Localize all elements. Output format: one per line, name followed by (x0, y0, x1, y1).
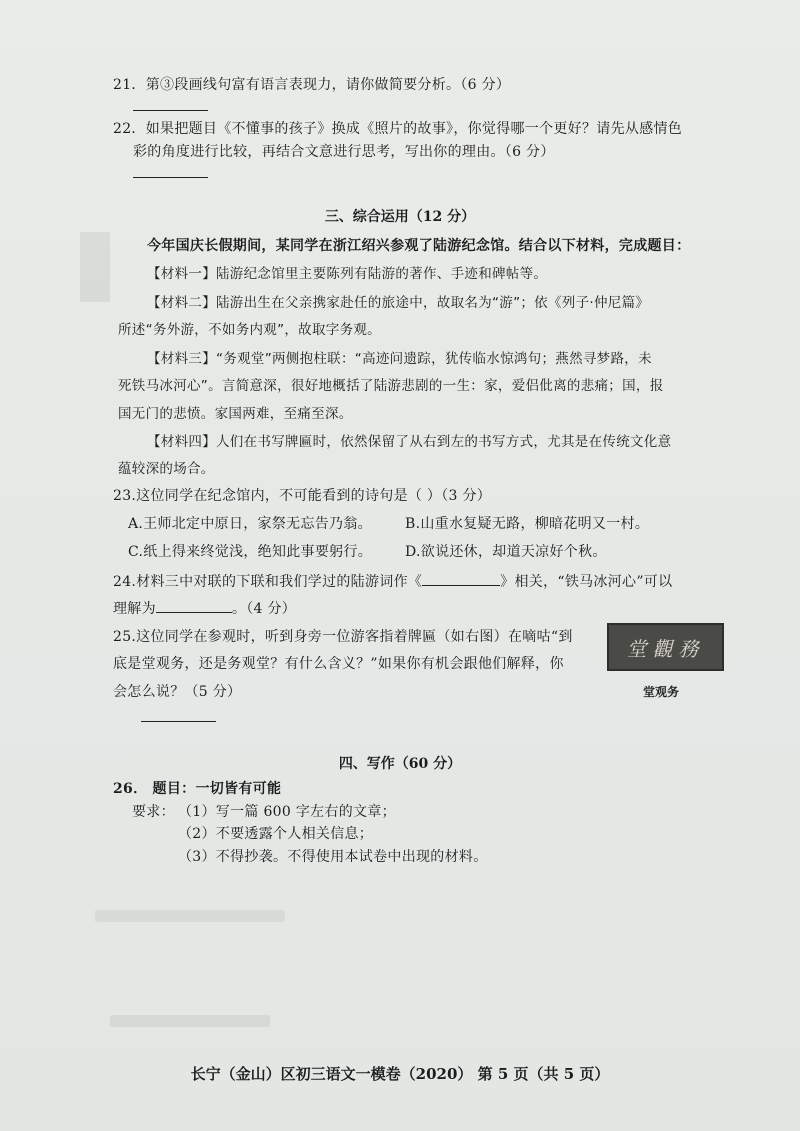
answer-blank-22[interactable] (133, 177, 208, 178)
material-3-line1: 【材料三】“务观堂”两侧抱柱联：“高迹问遗踪，犹传临水惊鸿句；燕然寻梦路，未 (147, 351, 652, 367)
material-3-line3: 国无门的悲愤。家国两难，至痛至深。 (118, 406, 353, 422)
question-22-line2: 彩的角度进行比较，再结合文意进行思考，写出你的理由。（6 分） (133, 144, 555, 160)
question-24-text-c: 理解为 (113, 601, 156, 617)
show-through-mark (80, 232, 110, 302)
requirement-2: （2）不要透露个人相关信息； (178, 826, 374, 842)
question-21: 21．第③段画线句富有语言表现力，请你做简要分析。（6 分） (113, 77, 511, 93)
plaque-inscription: 堂觀務 (626, 636, 705, 661)
question-22-line1: 22．如果把题目《不懂事的孩子》换成《照片的故事》，你觉得哪一个更好？请先从感情色 (113, 121, 683, 137)
page-footer: 长宁（金山）区初三语文一模卷（2020） 第 5 页（共 5 页） (190, 1065, 610, 1083)
question-23-option-a[interactable]: A.王师北定中原日，家祭无忘告乃翁。 (128, 516, 372, 532)
question-23-option-b[interactable]: B.山重水复疑无路，柳暗花明又一村。 (405, 516, 650, 532)
question-24-text-d: 。（4 分） (231, 601, 297, 617)
answer-blank-24b[interactable] (156, 598, 232, 613)
question-23-option-c[interactable]: C.纸上得来终觉浅，绝知此事要躬行。 (128, 544, 373, 560)
requirements-label: 要求： (132, 804, 175, 820)
answer-blank-21[interactable] (133, 110, 208, 111)
section-4-heading: 四、写作（60 分） (338, 756, 462, 772)
question-23-stem: 23.这位同学在纪念馆内，不可能看到的诗句是（ ）（3 分） (113, 488, 492, 504)
material-2-line1: 【材料二】陆游出生在父亲携家赴任的旅途中，故取名为“游”；依《列子·仲尼篇》 (147, 295, 650, 311)
answer-blank-25[interactable] (141, 721, 216, 722)
material-1: 【材料一】陆游纪念馆里主要陈列有陆游的著作、手迹和碑帖等。 (147, 266, 548, 282)
question-25-line2: 底是堂观务，还是务观堂？有什么含义？”如果你有机会跟他们解释，你 (113, 656, 564, 672)
question-26-title: 26． 题目：一切皆有可能 (113, 781, 282, 797)
question-25-line3: 会怎么说？（5 分） (113, 684, 242, 700)
answer-blank-24a[interactable] (422, 571, 500, 586)
section-3-intro: 今年国庆长假期间，某同学在浙江绍兴参观了陆游纪念馆。结合以下材料，完成题目： (147, 238, 691, 254)
question-24-line2 (113, 598, 296, 618)
question-25-line1: 25.这位同学在参观时，听到身旁一位游客指着牌匾（如右图）在嘀咕“到 (113, 629, 573, 645)
question-24-line1 (113, 571, 672, 591)
question-24-text-a: 24.材料三中对联的下联和我们学过的陆游词作《 (113, 574, 423, 590)
material-4-line1: 【材料四】人们在书写牌匾时，依然保留了从右到左的书写方式，尤其是在传统文化意 (147, 434, 672, 450)
material-3-line2: 死铁马冰河心”。言简意深，很好地概括了陆游悲剧的一生：家，爱侣仳离的悲痛；国，报 (118, 378, 664, 394)
requirement-3: （3）不得抄袭。不得使用本试卷中出现的材料。 (178, 849, 488, 865)
question-23-option-d[interactable]: D.欲说还休，却道天凉好个秋。 (405, 544, 607, 560)
plaque-caption: 堂观务 (643, 685, 680, 699)
material-4-line2: 蕴较深的场合。 (118, 461, 215, 477)
show-through-mark (110, 1015, 270, 1027)
material-2-line2: 所述“务外游，不如务内观”，故取字务观。 (118, 322, 381, 338)
section-3-heading: 三、综合运用（12 分） (324, 209, 476, 225)
show-through-mark (95, 910, 285, 922)
question-24-text-b: 》相关，“铁马冰河心”可以 (500, 574, 673, 590)
requirement-1: （1）写一篇 600 字左右的文章； (178, 804, 396, 820)
plaque-image (607, 623, 724, 671)
